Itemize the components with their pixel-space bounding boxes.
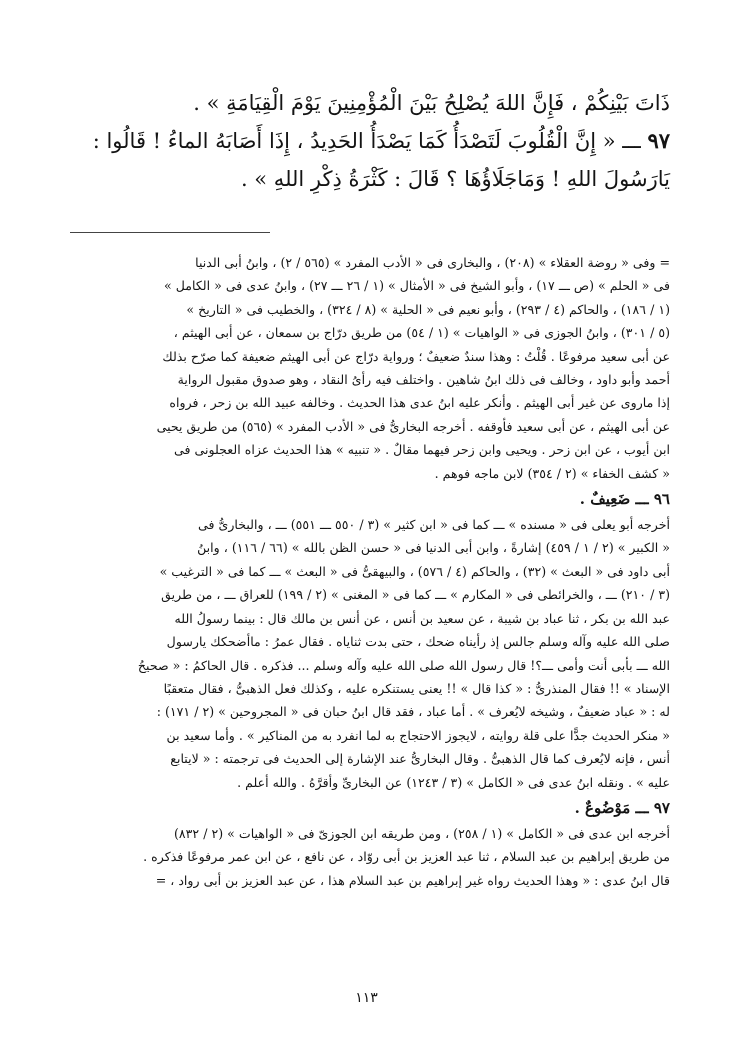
note-line: = وفى « روضة العقلاء » (٢٠٨) ، والبخارى فى « الأدب المفرد » (٥٦٥ / ٢) ، وابنُ أبى الدنيا	[195, 255, 670, 270]
note-line: أنس ، فإنه لايُعرف كما قال الذهبىُّ . وقال البخارىُّ عند الإشارة إلى الحديث فى ترجمته : « لايتابع	[170, 751, 670, 767]
note-line: عليه » . ونقله ابنُ عدى فى « الكامل » (٣ / ١٢٤٣) عن البخارىِّ وأقرَّهُ . والله أعلم .	[237, 774, 670, 790]
note-line: (٥ / ٣٠١) ، وابنُ الجوزى فى « الواهيات » (١ / ٥٤) من طريق درّاج بن سمعان ، عن أبى الهيثم ،	[173, 325, 670, 341]
hadith-text: ـــ « إِنَّ الْقُلُوبَ لَتَصْدَأُ كَمَا يَصْدَأُ الحَدِيدُ ، إِذَا أَصَابَهُ الماءُ ! قَالُوا :	[92, 129, 641, 153]
note-line: له : « عباد ضعيفٌ ، وشيخه لايُعرف » . أما عباد ، فقد قال ابنُ حبان فى « المجروحين » (٢ / ١٧١) :	[156, 704, 670, 720]
page-content	[70, 84, 670, 892]
hadith-line	[70, 122, 670, 160]
note-line: صلى الله عليه وآله وسلم جالس إذ رأيناه ضحك ، حتى بدت ثناياه . فقال عمرُ : ماأضحكك يارسول	[166, 634, 670, 650]
note-line: الإسناد » !! فقال المنذرىُّ : « كذا قال » !! يعنى يستنكره عليه ، وكذلك فعل الذهبىُّ ، فقال متعقبًا	[163, 680, 670, 696]
note-line: « منكر الحديث جدًّا على قلة روايته ، لايجوز الاحتجاج به لما انفرد به من المناكير » . وأما سعيد بن	[166, 727, 670, 743]
note-line: ابن أيوب ، عن ابن زحر . ويحيى وابن زحر فيهما مقالٌ . « تنبيه » هذا الحديث عزاه العجلونى فى	[173, 442, 670, 458]
note-line: « كشف الخفاء » (٢ / ٣٥٤) لابن ماجه فوهم .	[434, 465, 670, 481]
note-line: أبى داود فى « البعث » (٣٢) ، والحاكم (٤ / ٥٧٦) ، والبيهقىُّ فى « البعث » ـــ كما فى « الترغيب »	[159, 563, 670, 579]
note-line: أخرجه ابن عدى فى « الكامل » (١ / ٢٥٨) ، ومن طريقه ابن الجوزىّ فى « الواهيات » (٢ / ٨٣٢)	[173, 825, 670, 841]
footnote-divider	[70, 232, 270, 233]
note-line: من طريق إبراهيم بن عبد السلام ، ثنا عبد العزيز بن أبى روّاد ، عن نافع ، عن ابن عمر مرفوعًا فذكره .	[143, 849, 670, 865]
hadith-block	[70, 84, 670, 198]
note-line: قال ابنُ عدى : « وهذا الحديث رواه غير إبراهيم بن عبد السلام هذا ، عن عبد العزيز بن أبى رواد ، =	[155, 872, 670, 888]
hadith-line: ذَاتَ بَيْنِكُمْ ، فَإِنَّ اللهَ يُصْلِحُ بَيْنَ الْمُؤْمِنِينَ يَوْمَ الْقِيَامَةِ » .	[193, 91, 670, 115]
note-line: إذا ماروى عن غير أبى الهيثم . وأنكر عليه ابنُ عدى هذا الحديث . وخالفه عبيد الله بن زحر ، فرواه	[169, 395, 670, 411]
footnotes	[70, 251, 670, 892]
note-line: (١ / ١٨٦) ، والحاكم (٤ / ٢٩٣) ، وأبو نعيم فى « الحلية » (٨ / ٣٢٤) ، والخطيب فى « التاريخ »	[186, 301, 670, 317]
hadith-number: ٩٧	[647, 128, 670, 153]
section-97-heading: ٩٧ ـــ مَوْضُوعٌ .	[574, 798, 670, 817]
hadith-line: يَارَسُولَ اللهِ ! وَمَاجَلَاؤُهَا ؟ قَالَ : كَثْرَةُ ذِكْرِ اللهِ » .	[240, 167, 670, 191]
note-line: أخرجه أبو يعلى فى « مسنده » ـــ كما فى « ابن كثير » (٣ / ٥٥٠ ـــ ٥٥١) ـــ ، والبخارىُّ فى	[197, 517, 670, 533]
section-96-heading: ٩٦ ـــ ضَعِيفٌ .	[579, 490, 670, 509]
note-line: فى « الحلم » (ص ـــ ١٧) ، وأبو الشيخ فى « الأمثال » (١ / ٢٦ ـــ ٢٧) ، وابنُ عدى فى « الكامل »	[163, 278, 670, 294]
note-line: عن أبى الهيثم ، عن أبى سعيد فأوقفه . أخرجه البخارىُّ فى « الأدب المفرد » (٥٦٥) من طريق يحيى	[156, 418, 670, 434]
note-line: عبد الله بن بكر ، ثنا عباد بن شيبة ، عن سعيد بن أنس ، عن أنس بن مالك قال : بينما رسولُ الله	[174, 610, 670, 626]
note-line: أحمد وأبو داود ، وخالف فى ذلك ابنُ شاهين . واختلف فيه رأىُ النقاد ، وهو صدوق مقبول الرواية	[177, 372, 670, 388]
note-line: « الكبير » (٢ / ١ / ٤٥٩) إشارةً ، وابن أبى الدنيا فى « حسن الظن بالله » (٦٦ / ١١٦) ، وابنُ	[197, 540, 670, 556]
note-line: الله ـــ بأبى أنت وأمى ـــ؟! قال رسول الله صلى الله عليه وآله وسلم ... فذكره . قال الحاكمُ : « صحيحُ	[137, 657, 670, 673]
page-number: ١١٣	[355, 990, 378, 1006]
note-line: (٣ / ٢١٠) ـــ ، والخرائطى فى « المكارم » ـــ كما فى « المغنى » (٢ / ١٩٩) للعراق ـــ ، من طريق	[161, 587, 670, 603]
note-line: عن أبى سعيد مرفوعًا . قُلْتُ : وهذا سندٌ ضعيفٌ ؛ ورواية درّاج عن أبى الهيثم ضعيفة كما صرّح بذلك	[162, 348, 670, 364]
